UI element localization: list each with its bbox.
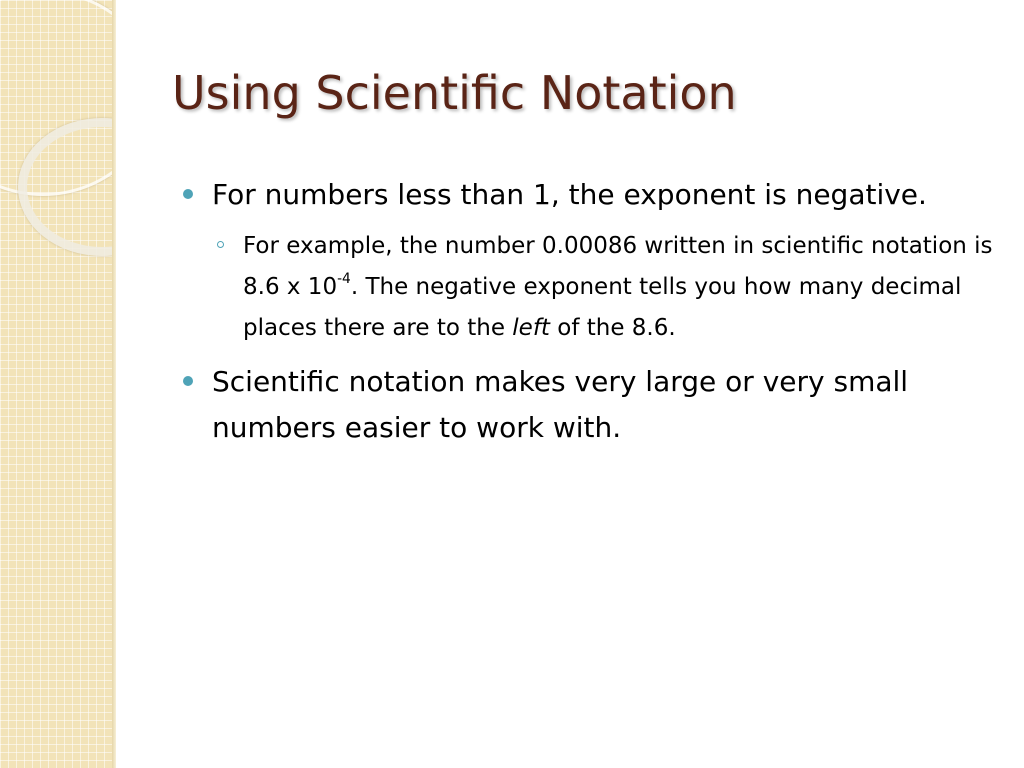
filled-circle-bullet-icon <box>183 376 193 386</box>
bullet-item <box>183 172 993 218</box>
slide-content <box>183 172 993 459</box>
hollow-circle-bullet-icon <box>217 241 224 248</box>
filled-circle-bullet-icon <box>183 189 193 199</box>
decorative-side-panel <box>0 0 112 768</box>
emphasis-text: left <box>512 315 550 341</box>
exponent-superscript: -4 <box>337 270 351 287</box>
side-panel-edge <box>112 0 116 768</box>
sub-bullet-item <box>183 226 993 349</box>
bullet-item <box>183 359 993 451</box>
slide-title: Using Scientific Notation <box>172 66 737 120</box>
bullet-text: For numbers less than 1, the exponent is negative. <box>212 178 927 211</box>
bullet-text: Scientific notation makes very large or very small numbers easier to work with. <box>212 365 909 444</box>
sub-bullet-text-part2: . The negative exponent tells you how many decimal places there are to the <box>243 274 962 341</box>
sub-bullet-text-part3: of the 8.6. <box>549 315 676 341</box>
sub-bullet-text-part1: For example, the number 0.00086 written in scientific notation is 8.6 x 10 <box>243 233 993 300</box>
